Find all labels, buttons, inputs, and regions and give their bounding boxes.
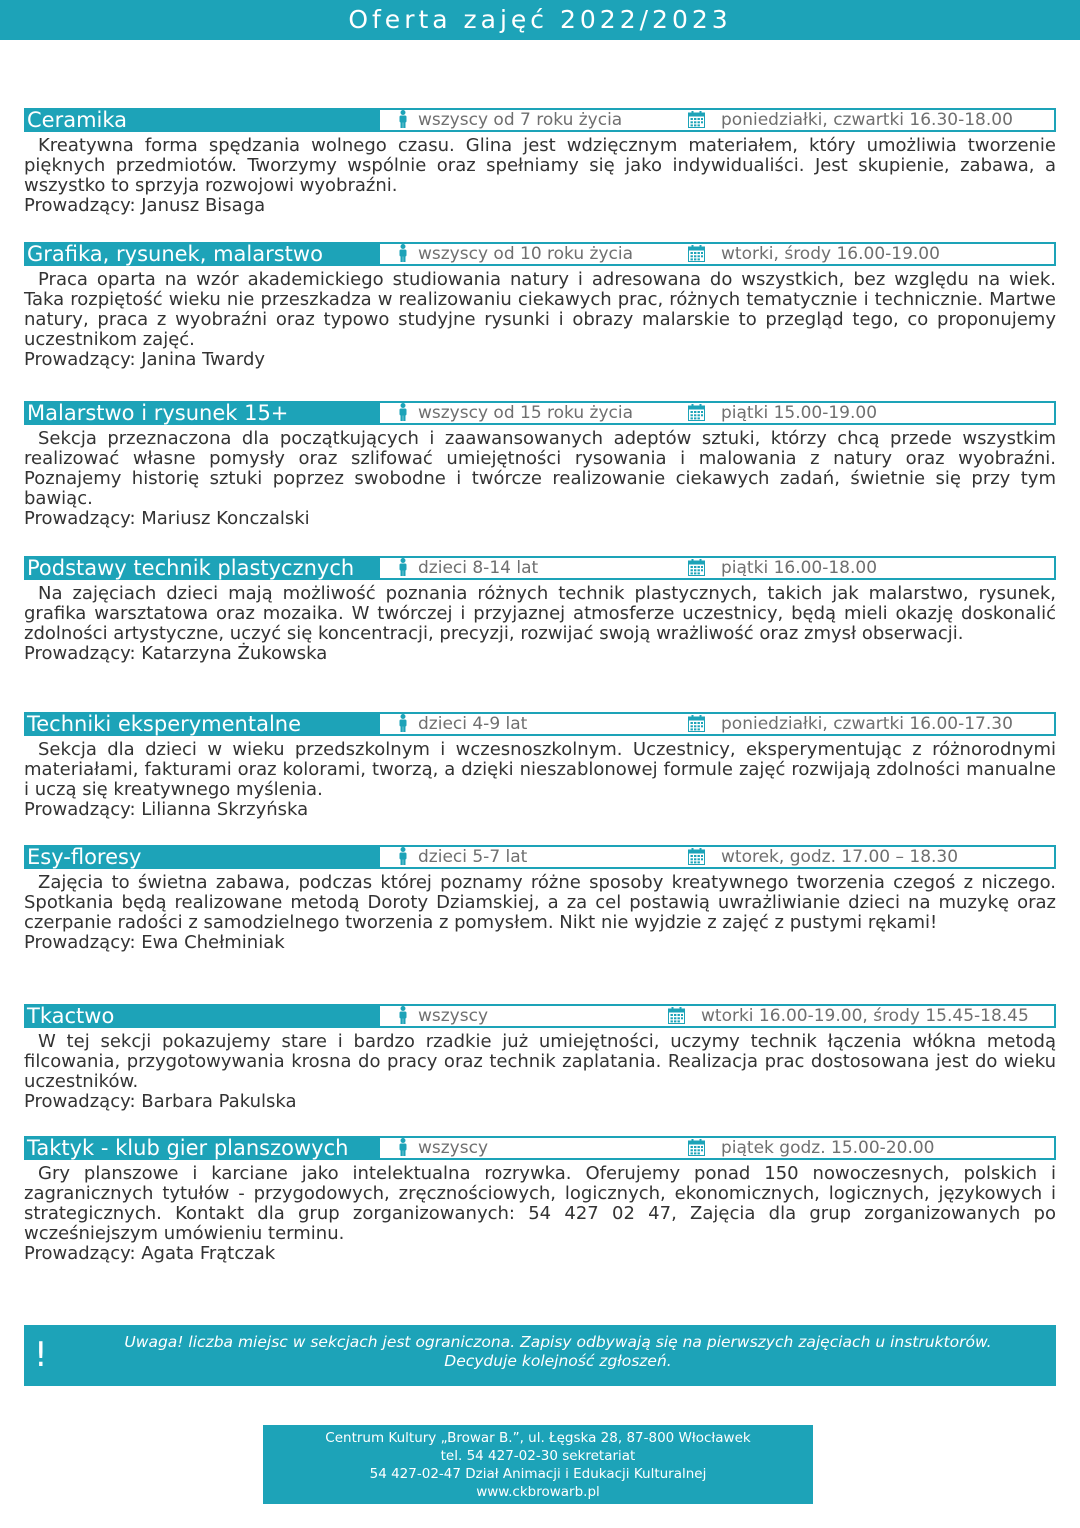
calendar-icon (688, 1139, 705, 1156)
section-instructor: Prowadzący: Mariusz Konczalski (24, 508, 310, 529)
section-title: Taktyk - klub gier planszowych (24, 1136, 380, 1160)
person-icon (398, 403, 408, 421)
section-schedule (688, 1138, 935, 1158)
section-description (24, 584, 1056, 644)
section-age (398, 558, 538, 578)
age-text: dzieci 8-14 lat (418, 558, 539, 578)
section-title: Techniki eksperymentalne (24, 712, 380, 736)
section-age (398, 1006, 488, 1026)
age-text: wszyscy od 7 roku życia (418, 110, 623, 130)
person-icon (398, 847, 408, 865)
section-description (24, 1032, 1056, 1092)
person-icon (398, 1006, 408, 1024)
section-podstawy-technik (24, 556, 1056, 664)
section-instructor: Prowadzący: Agata Frątczak (24, 1243, 276, 1264)
section-age (398, 403, 633, 423)
notice-text (70, 1333, 1046, 1371)
footer-website-link[interactable]: www.ckbrowarb.pl (476, 1484, 600, 1500)
footer-address: Centrum Kultury „Browar B.”, ul. Łęgska 28, 87-800 Włocławek (325, 1430, 751, 1446)
notice-line: Decyduje kolejność zgłoszeń. (444, 1352, 672, 1370)
age-text: dzieci 4-9 lat (418, 714, 528, 734)
description-text: Praca oparta na wzór akademickiego studiowania natury i adresowana do wszystkich, bez względu na wiek. Taka rozpiętość wieku nie przeszkadza w realizowaniu ciekawych prac, różnych tematycznie i technicznie. Martwe natury, praca z wyobraźni oraz typowo studyjne rysunki i obrazy malarskie to przegląd tego, co proponujemy uczestnikom zajęć. (24, 269, 1056, 350)
schedule-text: poniedziałki, czwartki 16.00-17.30 (721, 714, 1013, 734)
section-instructor: Prowadzący: Janina Twardy (24, 349, 266, 370)
calendar-icon (688, 404, 705, 421)
age-text: wszyscy od 10 roku życia (418, 244, 634, 264)
section-techniki-eksperymentalne (24, 712, 1056, 820)
description-text: Gry planszowe i karciane jako intelektualna rozrywka. Oferujemy ponad 150 nowoczesnych, polskich i zagranicznych tytułów - przygodowych, zręcznościowych, logicznych, ekonomicznych, logicznych, językowych i strategicznych. Kontakt dla grup zorganizowanych: 54 427 02 47, Zajęcia dla grup zorganizowanych po wcześniejszym umówieniu terminu. (24, 1163, 1056, 1244)
notice-line: Uwaga! liczba miejsc w sekcjach jest ograniczona. Zapisy odbywają się na pierwszych zajęciach u instruktorów. (124, 1333, 992, 1351)
section-age (398, 714, 527, 734)
section-malarstwo-15 (24, 401, 1056, 529)
calendar-icon (688, 111, 705, 128)
section-description (24, 873, 1056, 933)
section-description (24, 429, 1056, 509)
schedule-text: piątki 16.00-18.00 (721, 558, 878, 578)
section-instructor: Prowadzący: Ewa Chełminiak (24, 932, 285, 953)
description-text: Sekcja przeznaczona dla początkujących i zaawansowanych adeptów sztuki, którzy chcą przede wszystkim realizować własne pomysły oraz szlifować umiejętności rysowania i malowania z natury oraz wyobraźni. Poznajemy historię sztuki poprzez swobodne i twórcze realizowanie ciekawych zadań, świetnie się przy tym bawiąc. (24, 428, 1056, 509)
age-text: dzieci 5-7 lat (418, 847, 528, 867)
section-header (24, 1004, 1056, 1028)
schedule-text: wtorki 16.00-19.00, środy 15.45-18.45 (701, 1006, 1029, 1026)
section-header (24, 108, 1056, 132)
section-title: Podstawy technik plastycznych (24, 556, 380, 580)
person-icon (398, 1138, 408, 1156)
section-ceramika (24, 108, 1056, 216)
description-text: Kreatywna forma spędzania wolnego czasu. Glina jest wdzięcznym materiałem, który umożliwia tworzenie pięknych przedmiotów. Tworzymy wspólnie oraz spełniamy się jako indywidualiści. Jest skupienie, zabawa, a wszystko to sprzyja rozwojowi wyobraźni. (24, 135, 1056, 196)
age-text: wszyscy od 15 roku życia (418, 403, 634, 423)
section-age (398, 1138, 488, 1158)
calendar-icon (668, 1007, 685, 1024)
page-title: Oferta zajęć 2022/2023 (348, 5, 732, 34)
description-text: Na zajęciach dzieci mają możliwość poznania różnych technik plastycznych, takich jak malarstwo, rysunek, grafika warsztatowa oraz mozaika. W twórczej i przyjaznej atmosferze uczestnicy, będą mieli okazję doskonalić zdolności artystyczne, uczyć się koncentracji, precyzji, rozwijać swoją wrażliwość oraz zmysł obserwacji. (24, 583, 1056, 644)
section-header (24, 1136, 1056, 1160)
schedule-text: wtorek, godz. 17.00 – 18.30 (721, 847, 959, 867)
person-icon (398, 558, 408, 576)
section-instructor: Prowadzący: Barbara Pakulska (24, 1091, 297, 1112)
footer-contact (263, 1425, 813, 1504)
section-tkactwo (24, 1004, 1056, 1112)
age-text: wszyscy (418, 1006, 489, 1026)
footer-phone: tel. 54 427-02-30 sekretariat (440, 1448, 636, 1464)
section-header (24, 242, 1056, 266)
section-age (398, 847, 527, 867)
section-header (24, 401, 1056, 425)
section-instructor: Prowadzący: Janusz Bisaga (24, 195, 266, 216)
age-text: wszyscy (418, 1138, 489, 1158)
description-text: W tej sekcji pokazujemy stare i bardzo rzadkie już umiejętności, uczymy technik łączenia włókna metodą filcowania, przygotowywania krosna do pracy oraz technik zaplatania. Realizacja prac dostosowana jest do wieku uczestników. (24, 1031, 1056, 1092)
section-title: Ceramika (24, 108, 380, 132)
section-title: Tkactwo (24, 1004, 380, 1028)
section-title: Grafika, rysunek, malarstwo (24, 242, 380, 266)
section-description (24, 1164, 1056, 1244)
section-header (24, 845, 1056, 869)
section-instructor: Prowadzący: Lilianna Skrzyńska (24, 799, 309, 820)
section-schedule (688, 714, 1013, 734)
schedule-text: piątek godz. 15.00-20.00 (721, 1138, 935, 1158)
exclamation-icon: ! (34, 1335, 48, 1375)
section-description (24, 740, 1056, 800)
section-schedule (688, 244, 940, 264)
section-title: Esy-floresy (24, 845, 380, 869)
section-header (24, 556, 1056, 580)
person-icon (398, 714, 408, 732)
calendar-icon (688, 848, 705, 865)
person-icon (398, 244, 408, 262)
schedule-text: piątki 15.00-19.00 (721, 403, 878, 423)
section-taktyk (24, 1136, 1056, 1264)
section-age (398, 110, 622, 130)
calendar-icon (688, 245, 705, 262)
schedule-text: poniedziałki, czwartki 16.30-18.00 (721, 110, 1013, 130)
person-icon (398, 110, 408, 128)
footer-phone-department: 54 427-02-47 Dział Animacji i Edukacji Kulturalnej (369, 1466, 707, 1482)
section-instructor: Prowadzący: Katarzyna Żukowska (24, 643, 328, 664)
section-schedule (688, 110, 1013, 130)
section-title: Malarstwo i rysunek 15+ (24, 401, 380, 425)
section-schedule (688, 403, 877, 423)
section-grafika (24, 242, 1056, 370)
description-text: Zajęcia to świetna zabawa, podczas której poznamy różne sposoby kreatywnego tworzenia czegoś z niczego. Spotkania będą realizowane metodą Doroty Dziamskiej, a za cel postawią uwrażliwianie dzieci na muzykę oraz czerpanie radości z samodzielnego tworzenia z pomysłem. Nikt nie wyjdzie z zajęć z pustymi rękami! (24, 872, 1056, 933)
calendar-icon (688, 715, 705, 732)
section-header (24, 712, 1056, 736)
section-description (24, 136, 1056, 196)
section-esy-floresy (24, 845, 1056, 953)
section-schedule (688, 847, 958, 867)
section-description (24, 270, 1056, 350)
section-schedule (668, 1006, 1029, 1026)
notice-box (24, 1325, 1056, 1386)
section-age (398, 244, 633, 264)
schedule-text: wtorki, środy 16.00-19.00 (721, 244, 940, 264)
description-text: Sekcja dla dzieci w wieku przedszkolnym i wczesnoszkolnym. Uczestnicy, eksperymentując z różnorodnymi materiałami, fakturami oraz kolorami, tworzą, a dzięki nieszablonowej formule zajęć rozwijają zdolności manualne i uczą się kreatywnego myślenia. (24, 739, 1056, 800)
page-title-bar (0, 0, 1080, 40)
section-schedule (688, 558, 877, 578)
calendar-icon (688, 559, 705, 576)
